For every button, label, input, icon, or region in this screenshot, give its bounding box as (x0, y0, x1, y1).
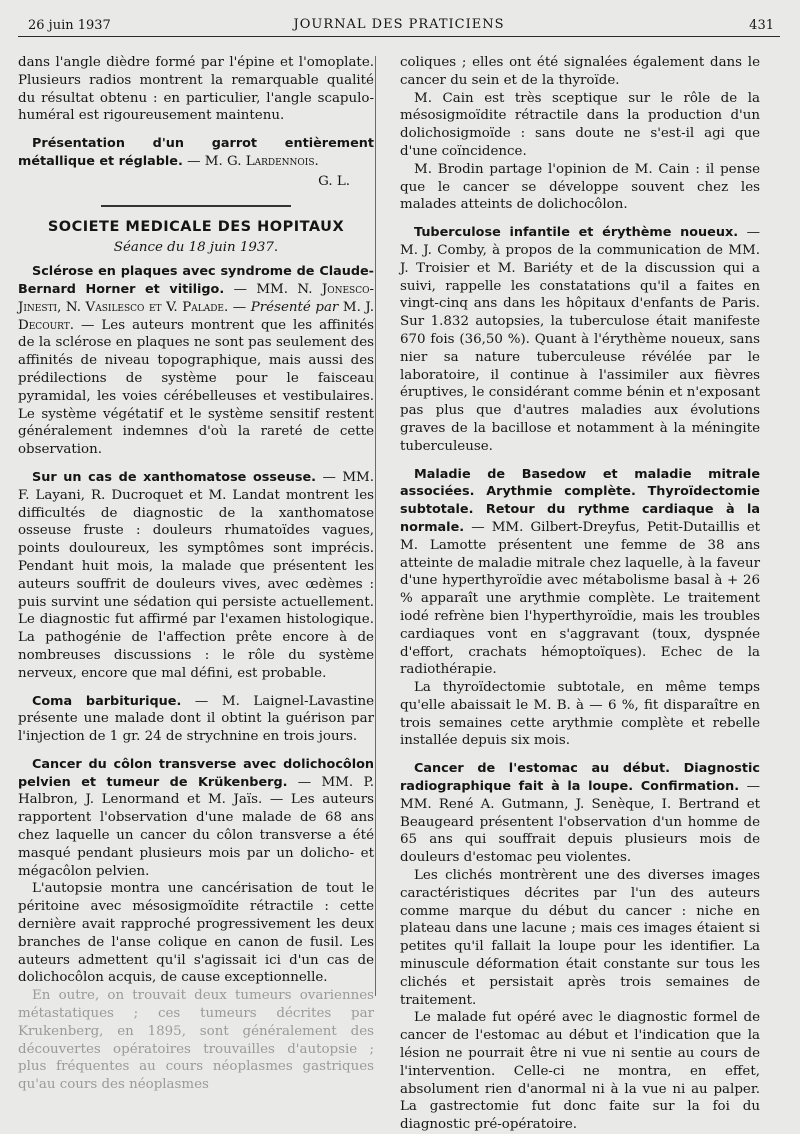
continued-paragraph: coliques ; elles ont été signalées également dans le cancer du sein et de la thyroïde. (400, 55, 760, 88)
article-cancer-colon-text: — MM. P. Halbron, J. Lenormand et M. Jaïs. — Les auteurs rapportent l'observation d'une malade de 68 ans chez laquelle un cancer du côlon transverse a été masqué pendant plusieurs mois par un dolicho- et mégacôlon pelvien. (18, 774, 374, 879)
intro-paragraph: dans l'angle dièdre formé par l'épine et l'omoplate. Plusieurs radios montrent la remarquable qualité du résultat obtenu : en particulier, l'angle scapulo-huméral est rigoureusement maintenu. (18, 55, 374, 124)
cain-paragraph: M. Cain est très sceptique sur le rôle de la mésosigmoïdite rétractile dans la production d'un dolichosigmoïde : sans doute ne s'est-il agi que d'une coïncidence. (400, 90, 760, 159)
article-basedow-text: — MM. Gilbert-Dreyfus, Petit-Dutaillis et M. Lamotte présentent une femme de 38 ans atteinte de maladie mitrale chez laquelle, à la faveur d'une hyperthyroïdie avec métabolisme basal à + 26 % apparaît une arythmie complète. Le traitement iodé refrène bien l'hyperthyroïdie, mais les troubles cardiaques vont en s'aggravant (toux, dyspnée d'effort, crachats hémoptoïques). Echec de la radiothérapie. (400, 519, 760, 678)
article-coma (18, 693, 374, 746)
page-header (18, 10, 780, 37)
article-sclerose-presenter: M. J. Decourt. (18, 299, 375, 333)
article-basedow-p2: La thyroïdectomie subtotale, en même temps qu'elle abaissait le M. B. à — 6 %, fit disparaître en trois semaines cette arythmie complète et rebelle installée depuis six mois. (400, 680, 760, 749)
article-estomac (400, 760, 760, 867)
garrot-author: — M. G. Lardennois. (187, 153, 319, 169)
brodin-paragraph: M. Brodin partage l'opinion de M. Cain : il pense que le cancer se développe souvent chez les malades atteints de dolichocôlon. (400, 161, 760, 213)
article-estomac-text: — MM. René A. Gutmann, J. Senèque, I. Bertrand et Beaugeard présentent l'observation d'un homme de 65 ans qui souffrait depuis plusieurs mois de douleurs d'estomac peu violentes. (400, 779, 761, 866)
left-column (18, 54, 374, 1134)
article-estomac-p2: Les clichés montrèrent une des diverses images caractéristiques décrites par l'un des auteurs comme marque du début du cancer : niche en plateau dans une lacune ; mais ces images étaient si petites qu'il fallait la loupe pour les identifier. La minuscule déformation était constante sur tous les clichés et persistait après trois semaines de traitement. (400, 868, 760, 1008)
article-xanthomatose-title: Sur un cas de xanthomatose osseuse. (32, 469, 316, 485)
article-tuberculose-text: — M. J. Comby, à propos de la communication de MM. J. Troisier et M. Bariéty et de la discussion qui a suivi, rappelle les constatations qu'il a faites en vingt-cinq ans dans les hôpitaux d'enfants de Paris. Sur 1.832 autopsies, la tuberculose était manifeste 670 fois (36,50 %). Quant à l'érythème noueux, sans nier sa nature tuberculeuse révélée par le laboratoire, il continue à l'assimiler aux fièvres éruptives, le considérant comme bénin et n'exposant pas plus que d'autres maladies aux évolutions graves de la bacillose et notamment à la méningite tuberculeuse. (400, 225, 760, 454)
page-number: 431 (749, 18, 774, 33)
section-rule (101, 205, 291, 207)
article-basedow (400, 466, 760, 680)
garrot-article (18, 135, 374, 171)
article-cancer-colon-p2: L'autopsie montra une cancérisation de tout le péritoine avec mésosigmoïdite rétractile : cette dernière avait rapproché progressivement les deux branches de l'anse colique en canon de fusil. Les auteurs admettent qu'il s'agissait ici d'un cas de dolichocôlon acquis, de cause exceptionnelle. (18, 881, 374, 986)
article-cancer-colon-title: Cancer du côlon transverse avec dolichocôlon pelvien et tumeur de Krükenberg. (18, 756, 374, 790)
article-cancer-colon-p3: En outre, on trouvait deux tumeurs ovariennes métastatiques ; ces tumeurs décrites par Krukenberg, en 1895, sont généralement des découvertes opératoires trouvailles d'autopsie ; plus fréquentes au cours néoplasmes gastriques qu'au cours des néoplasmes (18, 988, 374, 1093)
article-sclerose-title: Sclérose en plaques avec syndrome de Claude-Bernard Horner et vitiligo. (18, 264, 374, 297)
columns (18, 54, 780, 1134)
article-coma-text: — M. Laignel-Lavastine présente une malade dont il obtint la guérison par l'injection de 1 gr. 24 de strychnine en trois jours. (18, 693, 375, 745)
garrot-signature: G. L. (318, 173, 350, 189)
journal-title: JOURNAL DES PRATICIENS (293, 17, 505, 32)
column-divider (375, 56, 376, 996)
article-sclerose-text: — Les auteurs montrent que les affinités de la sclérose en plaques ne sont pas seulement des affinités de niveau topographique, mais aussi des prédilections de système pour le faisceau pyramidal, les voies cérébelleuses et vestibulaires. Le système végétatif et le système sensitif restent généralement indemnes d'où la rareté de cette observation. (18, 317, 374, 458)
society-heading: SOCIETE MEDICALE DES HOPITAUX (47, 218, 345, 235)
article-tuberculose-title: Tuberculose infantile et érythème noueux. (414, 225, 739, 241)
article-estomac-p3: Le malade fut opéré avec le diagnostic formel de cancer de l'estomac au début et l'indication que la lésion ne pourrait être ni vue ni sentie au cours de l'intervention. Celle-ci ne montra, en effet, absolument rien d'anormal ni à la vue ni au palper. La gastrectomie fut donc faite sur la foi du diagnostic pré-opératoire. (400, 1010, 760, 1133)
article-tuberculose (400, 224, 760, 455)
article-sclerose-authors: — MM. N. Jonesco-Jinesti, N. Vasilesco et V. Palade. — (18, 281, 374, 315)
article-coma-title: Coma barbiturique. (32, 693, 182, 709)
issue-date: 26 juin 1937 (28, 18, 111, 33)
article-cancer-colon (18, 756, 374, 881)
article-sclerose-presented: Présenté par (250, 299, 339, 315)
article-xanthomatose-text: — MM. F. Layani, R. Ducroquet et M. Landat montrent les difficultés de diagnostic de la xanthomatose osseuse fruste : douleurs rhumatoïdes vagues, points douloureux, les symptômes sont imprécis. Pendant huit mois, la malade que présentent les auteurs souffrit de douleurs vives, avec œdèmes : puis survint une sédation qui persiste actuellement. Le diagnostic fut affirmé par l'examen histologique. La pathogénie de l'affection prête encore à de nombreuses discussions : le rôle du système nerveux, encore que mal défini, est probable. (18, 469, 374, 681)
garrot-title: Présentation d'un garrot entièrement métallique et réglable. (18, 136, 374, 169)
article-basedow-title: Maladie de Basedow et maladie mitrale associées. Arythmie complète. Thyroïdectomie subtotale. Retour du rythme cardiaque à la normale. (400, 466, 760, 535)
article-sclerose (18, 263, 374, 459)
right-column (400, 54, 760, 1134)
article-estomac-title: Cancer de l'estomac au début. Diagnostic radiographique fait à la loupe. Confirmation. (400, 761, 760, 795)
seance-date: Séance du 18 juin 1937. (113, 240, 279, 256)
article-xanthomatose (18, 469, 374, 683)
